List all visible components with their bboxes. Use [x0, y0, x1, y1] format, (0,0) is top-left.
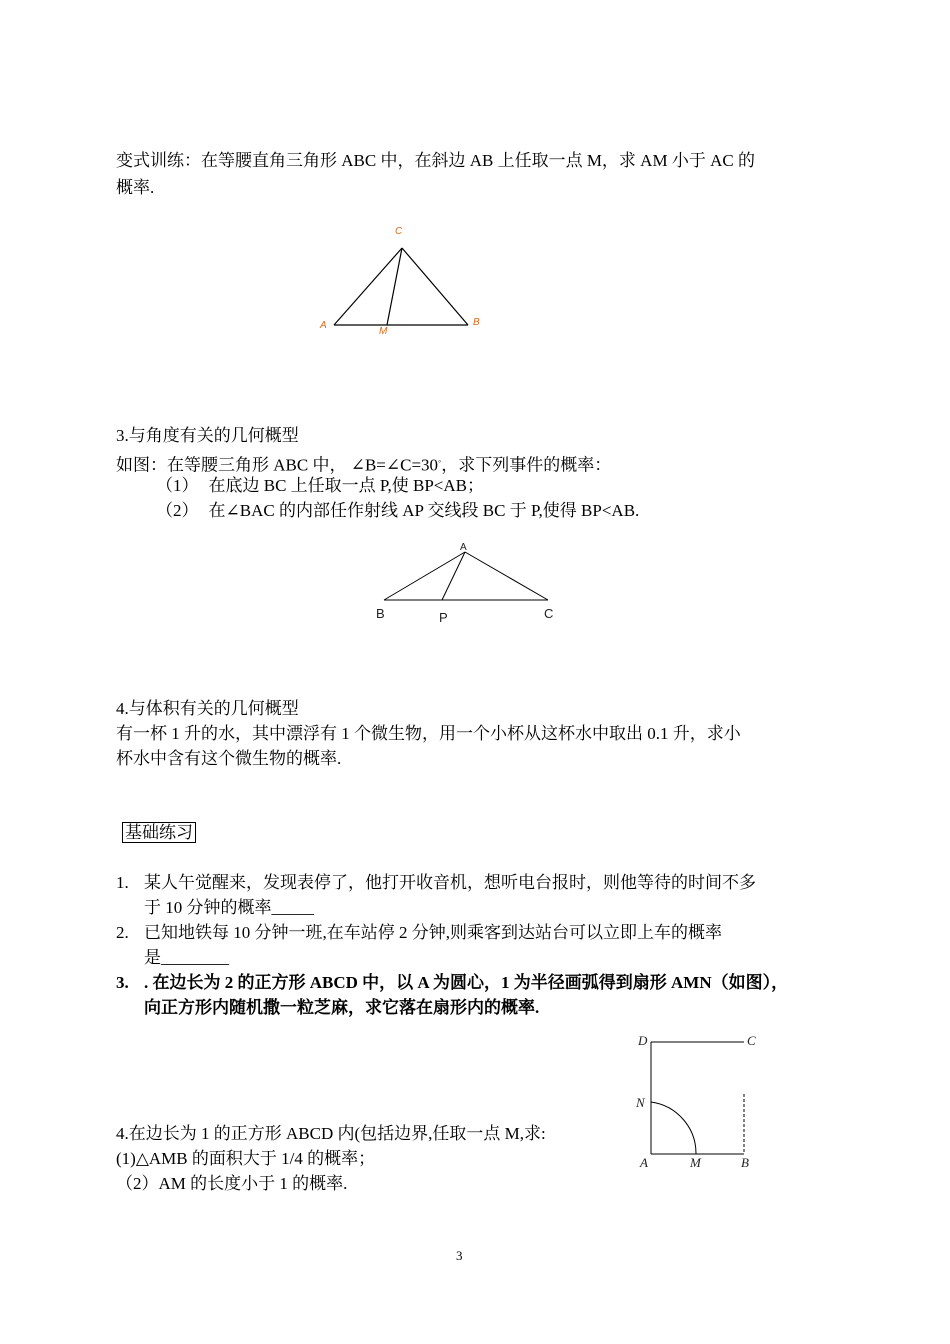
item1-text: 在底边 BC 上任取一点 P,使 BP<AB；: [208, 476, 484, 495]
label-p: P: [439, 610, 448, 625]
label-b: B: [473, 317, 480, 328]
triangle-edge-ac: [334, 248, 402, 325]
q3-line2: 向正方形内随机撒一粒芝麻，求它落在扇形内的概率.: [144, 998, 540, 1017]
item2-num: （2）: [156, 501, 199, 520]
label-b: B: [376, 606, 385, 621]
degree-mark-icon: ◦: [438, 456, 442, 466]
segment-cm: [387, 248, 402, 325]
label-b: B: [741, 1155, 749, 1170]
angle-item-1: [156, 475, 484, 497]
right-triangle-figure: [310, 220, 490, 340]
heading-box: 基础练习: [122, 822, 196, 843]
item2-text: 在∠BAC 的内部任作射线 AP 交线段 BC 于 P,使得 BP<AB.: [208, 501, 640, 520]
angle-section-title: 3.与角度有关的几何概型: [116, 426, 299, 445]
label-a: A: [640, 1155, 648, 1170]
volume-text-line2: 杯水中含有这个微生物的概率.: [116, 749, 342, 768]
q2-number: 2.: [116, 923, 129, 942]
label-a: A: [320, 320, 327, 331]
q4-line3: （2）AM 的长度小于 1 的概率.: [116, 1174, 348, 1193]
label-m: M: [379, 326, 388, 337]
triangle-edge-ac: [465, 552, 548, 600]
q3-number: 3.: [116, 973, 129, 992]
square-sector-figure: [628, 1028, 768, 1178]
label-c: C: [395, 226, 403, 237]
q4-line2: (1)△AMB 的面积大于 1/4 的概率；: [116, 1149, 376, 1168]
angle-item-2: [156, 500, 639, 522]
triangle-edge-ab: [384, 552, 465, 600]
variant-text-line2: 概率.: [116, 178, 155, 197]
item1-num: （1）: [156, 476, 199, 495]
q1-number: 1.: [116, 873, 129, 892]
page-number: 3: [456, 1248, 463, 1263]
basic-practice-heading: [122, 822, 196, 844]
q1-line1: 某人午觉醒来，发现表停了，他打开收音机，想听电台报时，则他等待的时间不多: [144, 873, 756, 892]
label-d: D: [638, 1033, 648, 1048]
isosceles-triangle-figure: [370, 538, 570, 630]
label-c: C: [544, 606, 554, 621]
q3-line1: . 在边长为 2 的正方形 ABCD 中，以 A 为圆心，1 为半径画弧得到扇形 AMN（如图），: [144, 973, 789, 992]
volume-section-title: 4.与体积有关的几何概型: [116, 699, 299, 718]
variant-text-line1: 变式训练：在等腰直角三角形 ABC 中，在斜边 AB 上任取一点 M，求 AM 小于 AC 的: [116, 151, 755, 170]
label-m: M: [690, 1155, 701, 1170]
q2-line2: 是________: [144, 948, 229, 967]
volume-text-line1: 有一杯 1 升的水，其中漂浮有 1 个微生物，用一个小杯从这杯水中取出 0.1 升，求小: [116, 724, 741, 743]
q4-line1: 4.在边长为 1 的正方形 ABCD 内(包括边界,任取一点 M,求:: [116, 1124, 546, 1143]
triangle-edge-bc: [402, 248, 468, 325]
label-c: C: [747, 1033, 756, 1048]
angle-section-intro: [116, 450, 611, 477]
q1-line2: 于 10 分钟的概率_____: [144, 898, 314, 917]
label-n: N: [636, 1095, 645, 1110]
sector-arc-mn: [651, 1102, 696, 1154]
q2-line1: 已知地铁每 10 分钟一班,在车站停 2 分钟,则乘客到达站台可以立即上车的概率: [144, 923, 722, 942]
angle-intro-tail: ，求下列事件的概率：: [441, 455, 612, 475]
angle-intro-text: 如图：在等腰三角形 ABC 中， ∠B=∠C=30: [116, 455, 439, 475]
label-a: A: [460, 542, 467, 553]
